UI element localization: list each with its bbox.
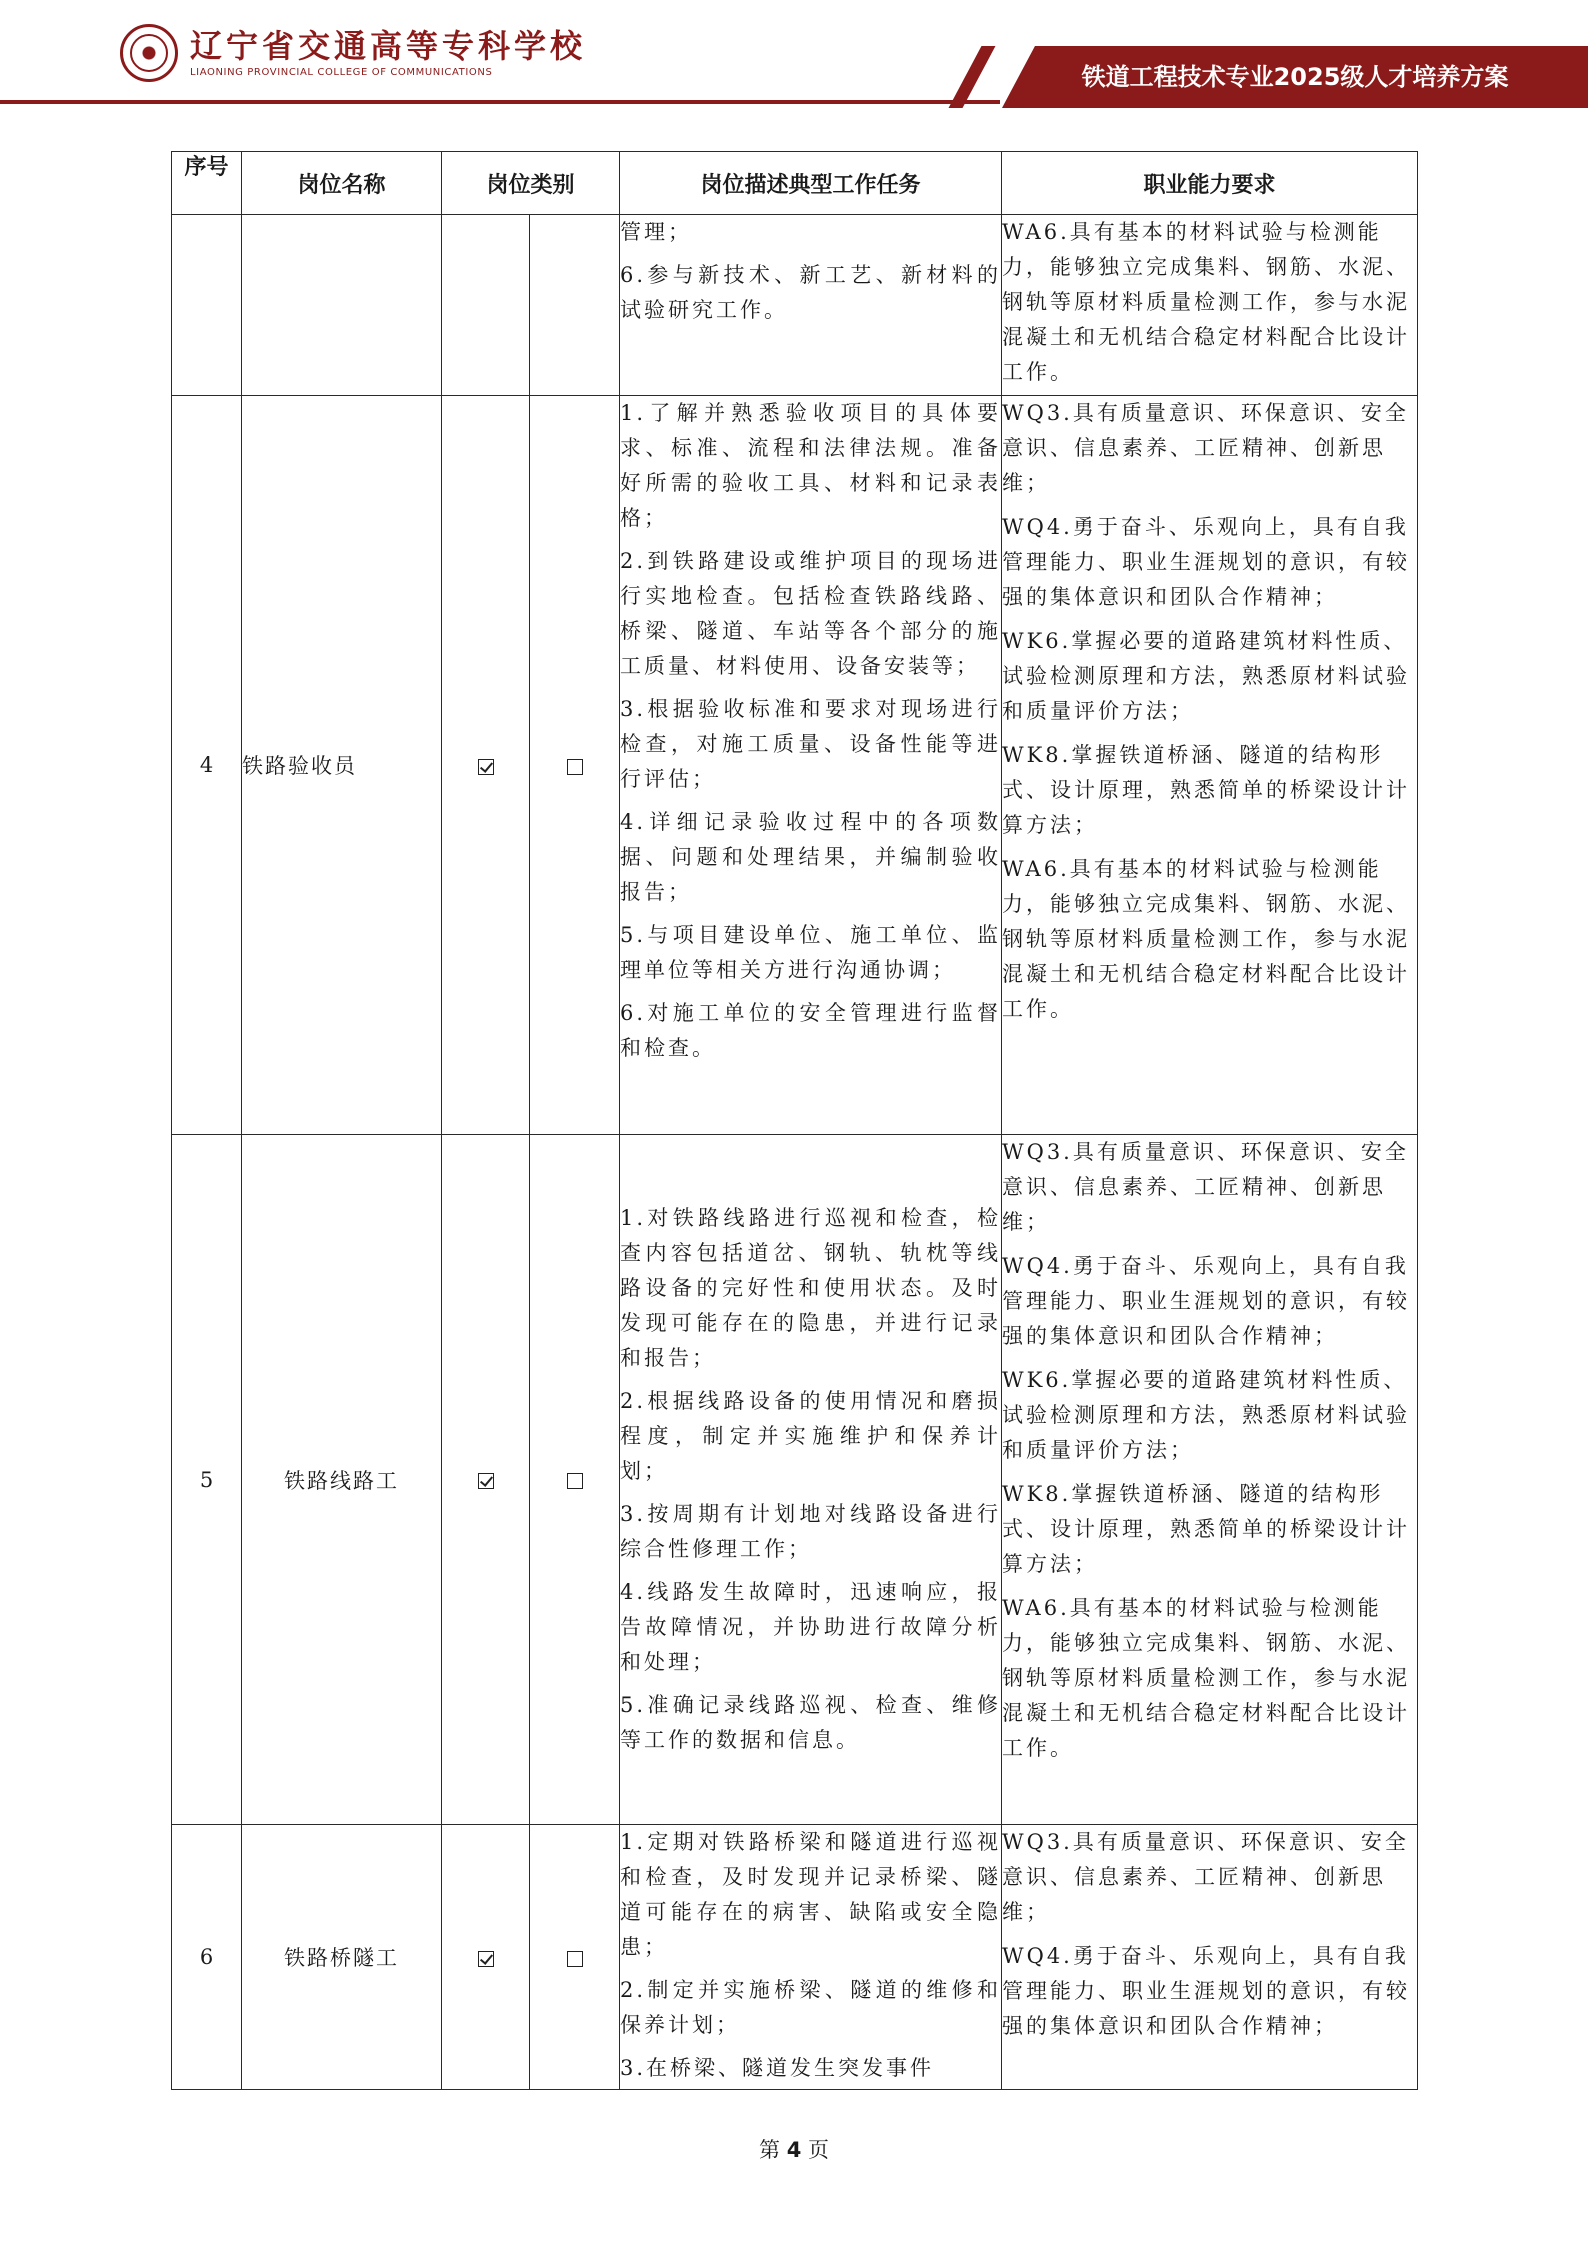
school-logo xyxy=(120,24,586,82)
type-a-cell xyxy=(442,1825,530,2090)
checked-box-icon xyxy=(478,1951,494,1967)
page-suffix: 页 xyxy=(808,2138,829,2162)
requirement-item: WQ4.勇于奋斗、乐观向上，具有自我管理能力、职业生涯规划的意识，有较强的集体意识和团队合作精神； xyxy=(1002,515,1411,609)
header-rule xyxy=(0,100,1000,104)
page-header xyxy=(0,0,1588,110)
requirements-cell xyxy=(1002,1825,1418,2090)
tasks-cell xyxy=(620,1135,1002,1825)
page-prefix: 第 xyxy=(759,2138,780,2162)
task-item: 3.在桥梁、隧道发生突发事件 xyxy=(620,2056,935,2080)
name-cell xyxy=(242,215,442,396)
type-b-cell xyxy=(530,1825,620,2090)
task-item: 3.按周期有计划地对线路设备进行综合性修理工作； xyxy=(620,1502,1002,1561)
type-b-cell xyxy=(530,396,620,1135)
seq-cell: 5 xyxy=(172,1135,242,1825)
requirement-item: WK8.掌握铁道桥涵、隧道的结构形式、设计原理，熟悉简单的桥梁设计计算方法； xyxy=(1002,743,1411,837)
positions-table xyxy=(171,151,1418,2090)
requirement-item: WQ4.勇于奋斗、乐观向上，具有自我管理能力、职业生涯规划的意识，有较强的集体意识和团队合作精神； xyxy=(1002,1944,1411,2038)
seq-cell xyxy=(172,215,242,396)
task-item: 5.准确记录线路巡视、检查、维修等工作的数据和信息。 xyxy=(620,1693,1002,1752)
requirements-cell xyxy=(1002,215,1418,396)
header-requirements: 职业能力要求 xyxy=(1002,152,1418,215)
task-item: 6.对施工单位的安全管理进行监督和检查。 xyxy=(620,1001,1002,1060)
type-b-cell xyxy=(530,1135,620,1825)
table-header-row xyxy=(172,152,1418,215)
school-name xyxy=(190,26,586,80)
type-a-cell xyxy=(442,396,530,1135)
unchecked-box-icon xyxy=(567,1473,583,1489)
type-a-cell xyxy=(442,215,530,396)
position-name: 铁路桥隧工 xyxy=(242,1825,442,2090)
task-item: 1.定期对铁路桥梁和隧道进行巡视和检查，及时发现并记录桥梁、隧道可能存在的病害、缺陷或安全隐患； xyxy=(620,1830,1002,1959)
seq-cell: 4 xyxy=(172,396,242,1135)
requirement-item: WK8.掌握铁道桥涵、隧道的结构形式、设计原理，熟悉简单的桥梁设计计算方法； xyxy=(1002,1482,1411,1576)
task-item: 管理； xyxy=(620,220,693,244)
task-item: 5.与项目建设单位、施工单位、监理单位等相关方进行沟通协调； xyxy=(620,923,1002,982)
task-item: 3.根据验收标准和要求对现场进行检查，对施工质量、设备性能等进行评估； xyxy=(620,697,1002,791)
unchecked-box-icon xyxy=(567,1951,583,1967)
checked-box-icon xyxy=(478,1473,494,1489)
header-type: 岗位类别 xyxy=(442,152,620,215)
table-row xyxy=(172,1135,1418,1825)
task-item: 1.对铁路线路进行巡视和检查，检查内容包括道岔、钢轨、轨枕等线路设备的完好性和使用状态。及时发现可能存在的隐患，并进行记录和报告； xyxy=(620,1206,1002,1370)
page-footer xyxy=(0,2134,1588,2164)
requirement-item: WK6.掌握必要的道路建筑材料性质、试验检测原理和方法，熟悉原材料试验和质量评价方法； xyxy=(1002,1368,1411,1462)
unchecked-box-icon xyxy=(567,759,583,775)
seq-cell: 6 xyxy=(172,1825,242,2090)
tasks-cell xyxy=(620,396,1002,1135)
task-item: 1.了解并熟悉验收项目的具体要求、标准、流程和法律法规。准备好所需的验收工具、材料和记录表格； xyxy=(620,401,1002,530)
school-name-en: LIAONING PROVINCIAL COLLEGE OF COMMUNICATIONS xyxy=(190,67,493,78)
checked-box-icon xyxy=(478,759,494,775)
table-row xyxy=(172,396,1418,1135)
banner-slash xyxy=(949,46,996,108)
header-tasks: 岗位描述典型工作任务 xyxy=(620,152,1002,215)
requirement-item: WQ3.具有质量意识、环保意识、安全意识、信息素养、工匠精神、创新思维； xyxy=(1002,1140,1409,1234)
tasks-cell xyxy=(620,1825,1002,2090)
task-item: 2.制定并实施桥梁、隧道的维修和保养计划； xyxy=(620,1978,1002,2037)
requirement-item: WQ4.勇于奋斗、乐观向上，具有自我管理能力、职业生涯规划的意识，有较强的集体意识和团队合作精神； xyxy=(1002,1254,1411,1348)
position-name: 铁路验收员 xyxy=(242,396,442,1135)
task-item: 2.到铁路建设或维护项目的现场进行实地检查。包括检查铁路线路、桥梁、隧道、车站等各个部分的施工质量、材料使用、设备安装等； xyxy=(620,549,1002,678)
task-item: 4.详细记录验收过程中的各项数据、问题和处理结果，并编制验收报告； xyxy=(620,810,1002,904)
requirements-cell xyxy=(1002,1135,1418,1825)
table-row xyxy=(172,1825,1418,2090)
position-name: 铁路线路工 xyxy=(242,1135,442,1825)
page-number: 4 xyxy=(786,2138,802,2162)
type-b-cell xyxy=(530,215,620,396)
school-seal-icon xyxy=(120,24,178,82)
table-row-continuation xyxy=(172,215,1418,396)
task-item: 6.参与新技术、新工艺、新材料的试验研究工作。 xyxy=(620,263,1002,322)
header-name: 岗位名称 xyxy=(242,152,442,215)
header-seq: 序号 xyxy=(172,152,242,215)
task-item: 4.线路发生故障时，迅速响应，报告故障情况，并协助进行故障分析和处理； xyxy=(620,1580,1002,1674)
requirement-item: WA6.具有基本的材料试验与检测能力，能够独立完成集料、钢筋、水泥、钢轨等原材料质量检测工作，参与水泥混凝土和无机结合稳定材料配合比设计工作。 xyxy=(1002,857,1411,1021)
requirement-item: WQ3.具有质量意识、环保意识、安全意识、信息素养、工匠精神、创新思维； xyxy=(1002,1830,1409,1924)
requirement-item: WA6.具有基本的材料试验与检测能力，能够独立完成集料、钢筋、水泥、钢轨等原材料质量检测工作，参与水泥混凝土和无机结合稳定材料配合比设计工作。 xyxy=(1002,220,1411,384)
type-a-cell xyxy=(442,1135,530,1825)
task-item: 2.根据线路设备的使用情况和磨损程度，制定并实施维护和保养计划； xyxy=(620,1389,1002,1483)
school-name-cn: 辽宁省交通高等专科学校 xyxy=(190,27,587,65)
requirement-item: WQ3.具有质量意识、环保意识、安全意识、信息素养、工匠精神、创新思维； xyxy=(1002,401,1409,495)
document-title: 铁道工程技术专业2025级人才培养方案 xyxy=(1081,63,1509,91)
requirement-item: WK6.掌握必要的道路建筑材料性质、试验检测原理和方法，熟悉原材料试验和质量评价方法； xyxy=(1002,629,1411,723)
tasks-cell xyxy=(620,215,1002,396)
requirement-item: WA6.具有基本的材料试验与检测能力，能够独立完成集料、钢筋、水泥、钢轨等原材料质量检测工作，参与水泥混凝土和无机结合稳定材料配合比设计工作。 xyxy=(1002,1596,1411,1760)
requirements-cell xyxy=(1002,396,1418,1135)
